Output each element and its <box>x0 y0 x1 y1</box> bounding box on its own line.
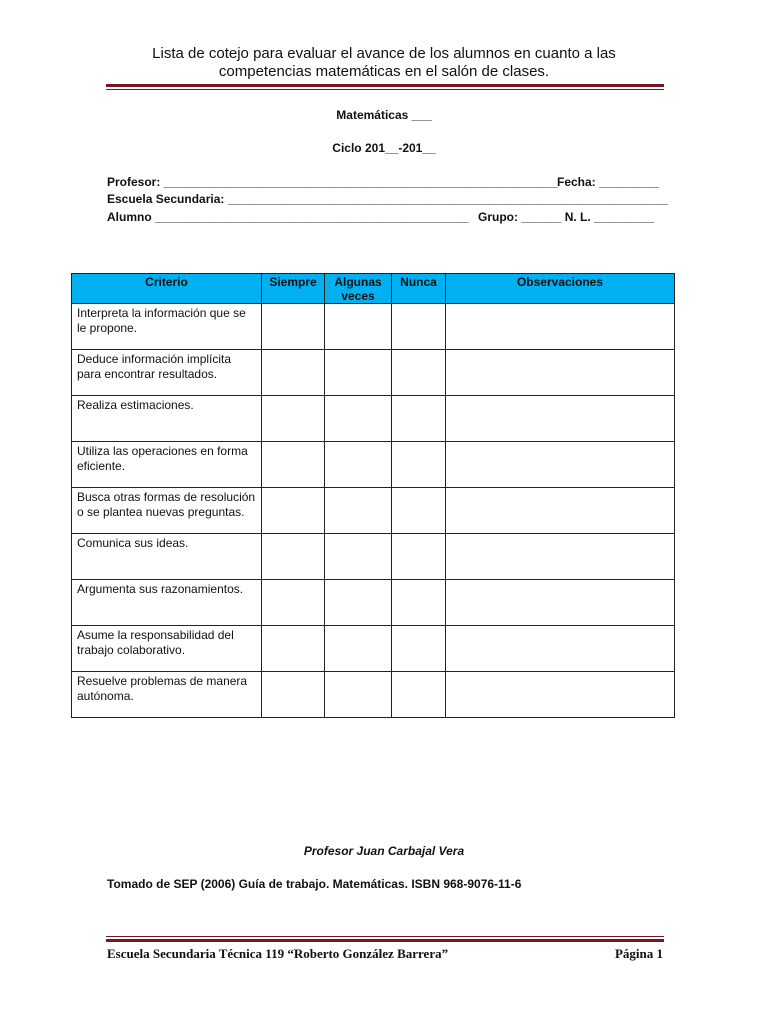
source-citation: Tomado de SEP (2006) Guía de trabajo. Matemáticas. ISBN 968-9076-11-6 <box>107 877 522 891</box>
teacher-signature: Profesor Juan Carbajal Vera <box>303 844 465 858</box>
column-header-observaciones: Observaciones <box>446 274 675 304</box>
siempre-cell[interactable] <box>262 580 325 626</box>
criterion-cell: Realiza estimaciones. <box>72 396 262 442</box>
footer-school-name: Escuela Secundaria Técnica 119 “Roberto González Barrera” <box>107 946 449 961</box>
observaciones-cell[interactable] <box>446 672 675 718</box>
criterion-cell: Resuelve problemas de manera autónoma. <box>72 672 262 718</box>
table-row <box>72 672 675 718</box>
table-row <box>72 396 675 442</box>
algunas-veces-cell[interactable] <box>325 350 392 396</box>
observaciones-cell[interactable] <box>446 304 675 350</box>
column-header-nunca: Nunca <box>392 274 446 304</box>
title-line-2: competencias matemáticas en el salón de clases. <box>218 63 550 80</box>
checklist-table <box>71 273 675 718</box>
nunca-cell[interactable] <box>392 580 446 626</box>
table-row <box>72 488 675 534</box>
table-row <box>72 626 675 672</box>
nunca-cell[interactable] <box>392 442 446 488</box>
siempre-cell[interactable] <box>262 672 325 718</box>
document-title <box>0 45 768 81</box>
escuela-field: Escuela Secundaria: __________________________________________________________________ <box>107 192 669 206</box>
observaciones-cell[interactable] <box>446 534 675 580</box>
siempre-cell[interactable] <box>262 350 325 396</box>
algunas-veces-cell[interactable] <box>325 672 392 718</box>
nunca-cell[interactable] <box>392 396 446 442</box>
table-header-row <box>72 274 675 304</box>
observaciones-cell[interactable] <box>446 626 675 672</box>
siempre-cell[interactable] <box>262 304 325 350</box>
nunca-cell[interactable] <box>392 534 446 580</box>
criterion-cell: Busca otras formas de resolución o se plantea nuevas preguntas. <box>72 488 262 534</box>
criterion-cell: Deduce información implícita para encontrar resultados. <box>72 350 262 396</box>
column-header-siempre: Siempre <box>262 274 325 304</box>
footer-page-number: Página 1 <box>614 946 663 961</box>
criterion-cell: Utiliza las operaciones en forma eficiente. <box>72 442 262 488</box>
table-row <box>72 350 675 396</box>
siempre-cell[interactable] <box>262 442 325 488</box>
profesor-field: Profesor: ___________________________________________________________ <box>107 175 558 189</box>
table-row <box>72 304 675 350</box>
algunas-veces-cell[interactable] <box>325 304 392 350</box>
header-rule-thick <box>106 84 664 87</box>
algunas-veces-cell[interactable] <box>325 626 392 672</box>
footer-rule-thick <box>106 939 664 942</box>
nunca-cell[interactable] <box>392 304 446 350</box>
criterion-cell: Asume la responsabilidad del trabajo colaborativo. <box>72 626 262 672</box>
observaciones-cell[interactable] <box>446 350 675 396</box>
nunca-cell[interactable] <box>392 672 446 718</box>
observaciones-cell[interactable] <box>446 488 675 534</box>
nunca-cell[interactable] <box>392 626 446 672</box>
header-rule-thin <box>106 89 664 90</box>
siempre-cell[interactable] <box>262 534 325 580</box>
algunas-veces-cell[interactable] <box>325 580 392 626</box>
alumno-field: Alumno _______________________________________________ <box>107 210 469 224</box>
algunas-veces-cell[interactable] <box>325 396 392 442</box>
grupo-field: Grupo: ______ N. L. _________ <box>478 210 655 224</box>
observaciones-cell[interactable] <box>446 396 675 442</box>
algunas-veces-cell[interactable] <box>325 534 392 580</box>
algunas-veces-cell[interactable] <box>325 488 392 534</box>
table-row <box>72 442 675 488</box>
fecha-field: Fecha: _________ <box>557 175 660 189</box>
siempre-cell[interactable] <box>262 396 325 442</box>
siempre-cell[interactable] <box>262 488 325 534</box>
nunca-cell[interactable] <box>392 350 446 396</box>
cycle-label: Ciclo 201__-201__ <box>332 141 436 155</box>
observaciones-cell[interactable] <box>446 580 675 626</box>
observaciones-cell[interactable] <box>446 442 675 488</box>
footer-rule-thin <box>106 936 664 937</box>
criterion-cell: Argumenta sus razonamientos. <box>72 580 262 626</box>
column-header-algunas-veces: Algunas veces <box>325 274 392 304</box>
subject-label: Matemáticas ___ <box>336 108 432 122</box>
criterion-cell: Interpreta la información que se le propone. <box>72 304 262 350</box>
siempre-cell[interactable] <box>262 626 325 672</box>
table-row <box>72 534 675 580</box>
criterion-cell: Comunica sus ideas. <box>72 534 262 580</box>
title-line-1: Lista de cotejo para evaluar el avance de los alumnos en cuanto a las <box>152 45 616 62</box>
algunas-veces-cell[interactable] <box>325 442 392 488</box>
column-header-criterio: Criterio <box>72 274 262 304</box>
nunca-cell[interactable] <box>392 488 446 534</box>
table-row <box>72 580 675 626</box>
